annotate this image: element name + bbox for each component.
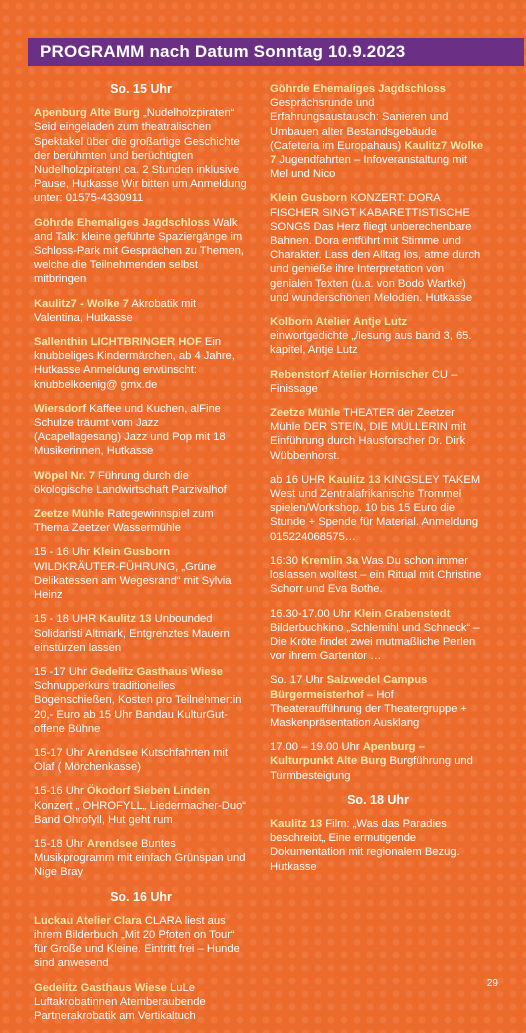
program-entry bbox=[270, 406, 486, 463]
entry-text: 15 -17 Uhr bbox=[34, 665, 90, 678]
venue-name: Kaulitz 13 bbox=[99, 613, 152, 626]
venue-name: Zeetze Mühle bbox=[34, 508, 105, 521]
entry-text: CLARA liest aus ihrem Bilderbuch „Mit 20 Pfoten on Tour“ für Große und Kleine. Eintritt frei – Hunde sind anwesend bbox=[34, 914, 240, 970]
venue-name: Wöpel Nr. 7 bbox=[34, 469, 95, 482]
venue-name: Apenburg Alte Burg bbox=[34, 107, 140, 120]
entry-text: 15-18 Uhr bbox=[34, 837, 87, 850]
entry-text: Burgführung und Turmbesteigung bbox=[270, 755, 473, 782]
entry-text: Ein knubbeliges Kindermärchen, ab 4 Jahre, Hutkasse Anmeldung erwünscht: knubbelkoenig@ gmx.de bbox=[34, 336, 235, 391]
entry-text: 17.00 – 19.00 Uhr bbox=[270, 741, 363, 754]
day-heading: So. 15 Uhr bbox=[110, 82, 172, 96]
program-entry bbox=[34, 216, 248, 287]
program-entry bbox=[270, 554, 486, 597]
program-entry bbox=[34, 784, 248, 827]
entry-text: „Nudelholzpiraten“ Seid eingeladen zum theatralischen Spektakel über die großartige Geschichte der berühmten und berüchtigten Nudelholzpiraten! ca. 2 Stunden inklusive Pause, Hutkasse Wir bitten um Anmeldung unter: 01575-4330911 bbox=[34, 107, 247, 205]
program-entry bbox=[270, 191, 486, 305]
program-entry bbox=[270, 368, 486, 396]
program-entry bbox=[270, 673, 486, 730]
entry-text: – Hof Theateraufführung der Theatergruppe + Maskenpräsentation Ausklang bbox=[270, 688, 468, 729]
program-entry bbox=[270, 315, 486, 358]
entry-text: Konzert „ OHROFYLL„ Liedermacher-Duo“ Band Ohrofyll, Hut geht rum bbox=[34, 799, 247, 826]
venue-name: Kolborn Atelier Antje Lutz bbox=[270, 316, 408, 329]
entry-text: So. 17 Uhr bbox=[270, 674, 327, 687]
entry-text: WILDKRÄUTER-FÜHRUNG, „Grüne Delikatessen am Wegesrand“ mit Sylvia Heinz bbox=[34, 560, 232, 602]
venue-name: Ökodorf Sieben Linden bbox=[86, 785, 210, 798]
entry-text: CU – Finissage bbox=[270, 368, 458, 395]
program-entry bbox=[270, 82, 486, 181]
entry-text: Führung durch die ökologische Landwirtschaft Parzivalhof bbox=[34, 469, 227, 496]
entry-text: Kutschfahrten mit Olaf ( Mörchenkasse) bbox=[34, 746, 229, 774]
program-entry bbox=[34, 914, 248, 971]
program-entry bbox=[34, 981, 248, 1024]
venue-name: Sallenthin LICHTBRINGER HOF bbox=[34, 336, 202, 349]
program-entry bbox=[34, 837, 248, 880]
venue-name: Rebenstorf Atelier Hornischer bbox=[270, 368, 429, 381]
entry-text: 16:30 bbox=[270, 554, 302, 567]
entry-text: 15 - 18 UHR bbox=[34, 613, 100, 626]
program-entry bbox=[34, 106, 248, 205]
venue-name: Kremlin 3a bbox=[301, 554, 359, 567]
entry-text: einwortgedichte „/lesung aus band 3, 65. kapitel, Antje Lutz bbox=[270, 330, 472, 357]
venue-name: Salzwedel Campus Bürgermeisterhof bbox=[270, 674, 428, 701]
entry-text: Kaffee und Kuchen, alFine Schulze träumt vom Jazz (Acapellagesang) Jazz und Pop mit 18 Musikerinnen, Hutkasse bbox=[34, 402, 226, 458]
entry-text: Film: „Was das Paradies beschreibt„ Eine ermutigende Dokumentation mit regionalem Bezug. Hutkasse bbox=[270, 817, 460, 873]
venue-name: Göhrde Ehemaliges Jagdschloss bbox=[34, 216, 210, 229]
venue-name: Klein Grabenstedt bbox=[353, 607, 451, 620]
day-heading: So. 16 Uhr bbox=[110, 889, 172, 904]
program-entry bbox=[34, 665, 248, 736]
venue-name: Zeetze Mühle bbox=[270, 407, 341, 420]
entry-text: Bilderbuchkino „Schlemihl und Schneck“ – Die Kröte findet zwei mutmaßliche Perlen vor ihrem Gartentor … bbox=[270, 621, 480, 663]
entry-text: Was Du schon immer loslassen wolltest – ein Ritual mit Christine Schorr und Eva Bothe. bbox=[270, 554, 482, 596]
entry-text: KINGSLEY TAKEM West und Zentralafrikanische Trommel spielen/Workshop. 10 bis 15 Euro die Stunde + Spende für Material. Anmeldung 015224068575… bbox=[270, 473, 481, 543]
venue-name: Wiersdorf bbox=[34, 402, 87, 415]
program-entry bbox=[34, 335, 248, 392]
entry-text: Rategewinnspiel zum Thema Zeetzer Wassermühle bbox=[34, 508, 214, 535]
venue-name: Kaulitz7 - Wolke 7 bbox=[34, 297, 129, 310]
entry-text: Gesprächsrunde und Erfahrungsaustausch: Sanieren und Umbauen alter Bestandsgebäude (Cafeteria im Europahaus) bbox=[270, 97, 449, 152]
venue-name: Gedelitz Gasthaus Wiese bbox=[34, 981, 167, 994]
entry-text: Unbounded Solidaristi Altmark, Entgrenztes Mauern einstürzen lassen bbox=[34, 613, 230, 654]
venue-name: Arendsee bbox=[86, 837, 138, 850]
entry-text: Akrobatik mit Valentina, Hutkasse bbox=[34, 297, 197, 324]
venue-name: Gedelitz Gasthaus Wiese bbox=[89, 665, 223, 678]
program-entry bbox=[270, 740, 486, 783]
entry-text: LuLe Luftakrobatinnen Atemberaubende Partnerakrobatik am Vertikaltuch bbox=[34, 981, 206, 1022]
venue-name: Arendsee bbox=[86, 746, 138, 759]
entry-text: ab 16 UHR bbox=[270, 473, 329, 486]
program-entry bbox=[34, 507, 248, 535]
program-column-right bbox=[270, 82, 486, 884]
page-number: 29 bbox=[486, 978, 498, 989]
venue-name: Kaulitz 13 bbox=[328, 473, 381, 486]
day-heading: So. 18 Uhr bbox=[347, 792, 409, 807]
entry-text: 15-16 Uhr bbox=[34, 785, 87, 798]
entry-text: THEATER der Zeetzer Mühle DER STEIN, DIE MÜLLERIN mit Einführung durch Hausforscher Dr. Dirk Wübbenhorst. bbox=[270, 407, 466, 462]
entry-text: 15 - 16 Uhr bbox=[34, 546, 94, 559]
venue-name: Kaulitz7 Wolke 7 bbox=[270, 139, 484, 167]
venue-name: Klein Gusborn bbox=[270, 192, 348, 205]
program-entry bbox=[34, 545, 248, 602]
venue-name: Apenburg – Kulturpunkt Alte Burg bbox=[270, 741, 425, 768]
venue-name: Klein Gusborn bbox=[93, 546, 171, 559]
venue-name: Göhrde Ehemaliges Jagdschloss bbox=[270, 83, 446, 95]
entry-text: Buntes Musikprogramm mit einfach Grünspan und Nige Bray bbox=[34, 837, 246, 879]
program-entry bbox=[270, 607, 486, 664]
venue-name: Kaulitz 13 bbox=[270, 817, 323, 830]
program-entry bbox=[34, 297, 248, 325]
program-column-left bbox=[34, 82, 248, 1033]
entry-text: 15-17 Uhr bbox=[34, 746, 87, 759]
entry-text: Jugendfahrten – Infoveranstaltung mit Mel und Nico bbox=[270, 154, 468, 181]
program-entry bbox=[34, 469, 248, 497]
entry-text: 16.30-17.00 Uhr bbox=[270, 607, 354, 620]
page-title: PROGRAMM nach Datum Sonntag 10.9.2023 bbox=[28, 38, 524, 66]
program-entry bbox=[34, 612, 248, 655]
program-entry bbox=[270, 473, 486, 544]
entry-text: KONZERT: DORA FISCHER SINGT KABARETTISTISCHE SONGS Das Herz fliegt unberechenbare Bahnen. Dora entführt mit Stimme und Charakter. Lass den Alltag los, atme durch und genieße ihre Interpretation von genialen Texten (u.a. von Bodo Wartke) und wunderschönen Melodien. Hutkasse bbox=[270, 192, 481, 304]
program-entry bbox=[34, 746, 248, 774]
venue-name: Luckau Atelier Clara bbox=[34, 914, 142, 927]
entry-text: Walk and Talk: kleine geführte Spaziergänge im Schloss-Park mit Gesprächen zu Themen, welche die Teilnehmenden selbst mitbringen bbox=[34, 216, 244, 286]
entry-text: Schnupperkurs traditionelles Bogenschießen, Kosten pro Teilnehmer:in 20,- Euro ab 15 Uhr Bandau KulturGut- offene Bühne bbox=[34, 680, 242, 735]
program-entry bbox=[270, 817, 486, 874]
program-entry bbox=[34, 402, 248, 459]
